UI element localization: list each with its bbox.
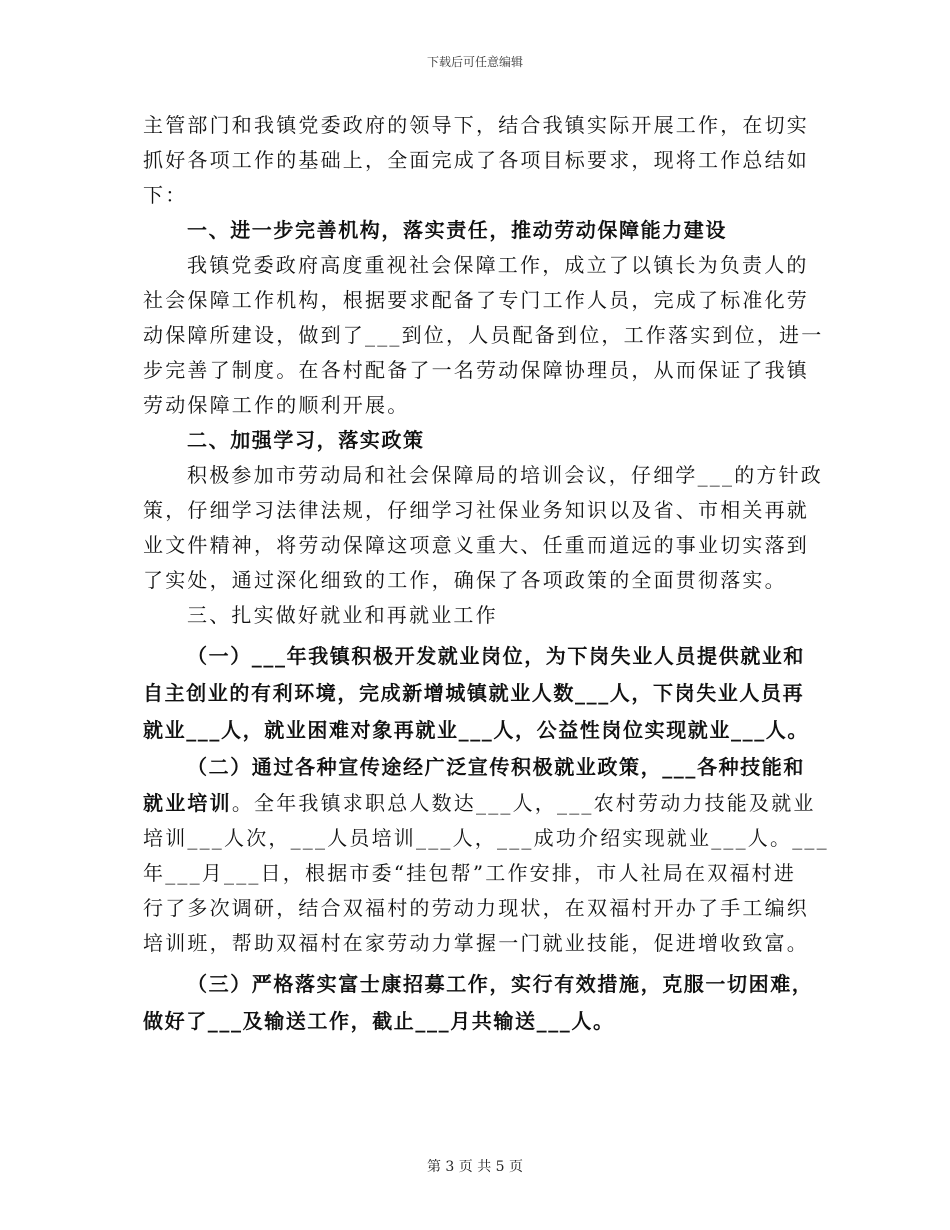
paragraph-line: 年___月___日，根据市委“挂包帮”工作安排，市人社局在双福村进: [143, 861, 797, 885]
subsection-line: （二）通过各种宣传途经广泛宣传积极就业政策，___各种技能和: [187, 755, 805, 779]
subsection-line: 自主创业的有利环境，完成新增城镇就业人数___人，下岗失业人员再: [143, 681, 805, 705]
section-heading-3: 三、扎实做好就业和再就业工作: [187, 603, 498, 627]
paragraph-line: 了实处，通过深化细致的工作，确保了各项政策的全面贯彻落实。: [143, 568, 787, 592]
section-heading-2: 二、加强学习，落实政策: [187, 428, 425, 452]
paragraph-line: 策，仔细学习法律法规，仔细学习社保业务知识以及省、市相关再就: [143, 498, 809, 522]
paragraph-line: 积极参加市劳动局和社会保障局的培训会议，仔细学___的方针政: [187, 463, 823, 487]
paragraph-line: 培训班，帮助双福村在家劳动力掌握一门就业技能，促进增收致富。: [143, 931, 809, 955]
paragraph-line: 动保障所建设，做到了___到位，人员配备到位，工作落实到位，进一: [143, 323, 824, 347]
subsection-line: （三）严格落实富士康招募工作，实行有效措施，克服一切困难，: [187, 972, 814, 996]
paragraph-line: 我镇党委政府高度重视社会保障工作，成立了以镇长为负责人的: [187, 253, 809, 277]
subsection-line: 做好了___及输送工作，截止___月共输送___人。: [143, 1009, 615, 1033]
page-footer: 第 3 页 共 5 页: [426, 1159, 524, 1175]
section-heading-1: 一、进一步完善机构，落实责任，推动劳动保障能力建设: [187, 218, 727, 242]
bold-phrase: 就业培训: [143, 791, 232, 815]
paragraph-line: 抓好各项工作的基础上，全面完成了各项目标要求，现将工作总结如: [143, 148, 809, 172]
subsection-line: （一）___年我镇积极开发就业岗位，为下岗失业人员提供就业和: [187, 644, 805, 668]
paragraph-line: 步完善了制度。在各村配备了一名劳动保障协理员，从而保证了我镇: [143, 358, 809, 382]
paragraph-line: 社会保障工作机构，根据要求配备了专门工作人员，完成了标准化劳: [143, 288, 809, 312]
paragraph-line: 劳动保障工作的顺利开展。: [143, 393, 410, 417]
paragraph-line: 业文件精神，将劳动保障这项意义重大、任重而道远的事业切实落到: [143, 533, 809, 557]
paragraph-line: 下：: [143, 183, 188, 207]
paragraph-line: 行了多次调研，结合双福村的劳动力现状，在双福村开办了手工编织: [143, 896, 809, 920]
document-body: [143, 108, 829, 1040]
subsection-line: 就业___人，就业困难对象再就业___人，公益性岗位实现就业___人。: [143, 718, 809, 742]
paragraph-line: 培训___人次，___人员培训___人，___成功介绍实现就业___人。___: [143, 826, 829, 850]
paragraph-line: 主管部门和我镇党委政府的领导下，结合我镇实际开展工作，在切实: [143, 113, 809, 137]
page-header: 下载后可任意编辑: [426, 55, 523, 69]
paragraph-line: [143, 786, 816, 821]
paragraph-text: 。全年我镇求职总人数达___人，___农村劳动力技能及就业: [231, 791, 816, 815]
